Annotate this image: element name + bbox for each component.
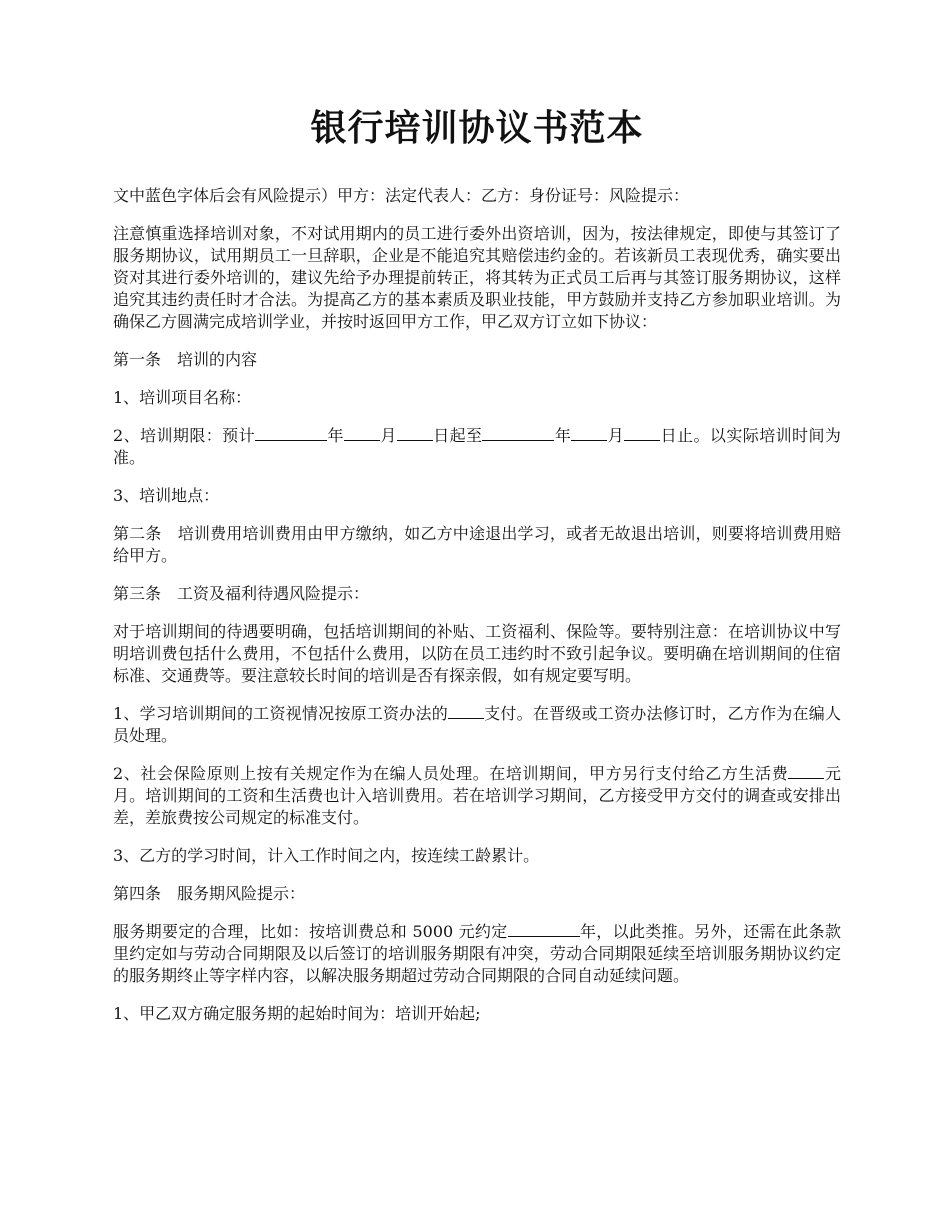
service-start-clause: 1、甲乙双方确定服务期的起始时间为：培训开始起;	[113, 1004, 481, 1024]
blank-field[interactable]	[788, 763, 824, 779]
blank-field[interactable]	[624, 425, 660, 441]
period-year-2: 年	[554, 426, 572, 446]
document-page	[113, 108, 841, 1041]
period-day-from: 日起至	[432, 426, 483, 446]
intro-line: 文中蓝色字体后会有风险提示）甲方：法定代表人：乙方：身份证号：风险提示：	[113, 186, 690, 206]
period-month-1: 月	[379, 426, 397, 446]
period-year-1: 年	[327, 426, 344, 446]
article-three-notice: 对于培训期间的待遇要明确，包括培训期间的补贴、工资福利、保险等。要特别注意：在培训协议中写明培训费包括什么费用，不包括什么费用，以防在员工违约时不致引起争议。要明确在培训期间的住宿标准、交通费等。要注意较长时间的培训是否有探亲假，如有规定要写明。	[113, 622, 841, 686]
wage-suffix: 支付。在晋级或工资办法修订时，乙方作为在编人员处理。	[113, 704, 841, 746]
article-three-heading: 第三条 工资及福利待遇风险提示：	[113, 584, 370, 604]
document-title: 银行培训协议书范本	[310, 107, 644, 149]
blank-field[interactable]	[482, 425, 554, 441]
insurance-clause	[113, 763, 841, 829]
training-project-name: 1、培训项目名称：	[113, 388, 252, 408]
article-one-heading: 第一条 培训的内容	[113, 350, 258, 370]
blank-field[interactable]	[448, 703, 484, 719]
wage-prefix: 1、学习培训期间的工资视情况按原工资办法的	[113, 704, 448, 724]
service-suffix: 年，以此类推。另外，还需在此条款里约定如与劳动合同期限及以后签订的培训服务期限有冲突，劳动合同期限延续至培训服务期协议约定的服务期终止等字样内容，以解决服务期超过劳动合同期限的合同自动延续问题。	[113, 922, 841, 986]
insurance-prefix: 2、社会保险原则上按有关规定作为在编人员处理。在培训期间，甲方另行支付给乙方生活费	[113, 764, 789, 784]
blank-field[interactable]	[397, 425, 433, 441]
study-time-clause: 3、乙方的学习时间，计入工作时间之内，按连续工龄累计。	[113, 846, 540, 866]
service-period-notice	[113, 921, 841, 987]
article-four-heading: 第四条 服务期风险提示：	[113, 884, 306, 904]
article-two: 第二条 培训费用培训费用由甲方缴纳，如乙方中途退出学习，或者无故退出培训，则要将培训费用赔给甲方。	[113, 524, 841, 566]
blank-field[interactable]	[571, 425, 607, 441]
blank-field[interactable]	[344, 425, 380, 441]
wage-clause	[113, 703, 841, 747]
period-day-to: 日止。以实际培训时间为准。	[113, 426, 841, 468]
blank-field[interactable]	[508, 921, 580, 937]
period-prefix: 2、培训期限：预计	[113, 426, 256, 446]
insurance-suffix: 元月。培训期间的工资和生活费也计入培训费用。若在培训学习期间，乙方接受甲方交付的调查或安排出差，差旅费按公司规定的标准支付。	[113, 764, 841, 828]
training-period	[113, 425, 841, 469]
risk-notice-paragraph: 注意慎重选择培训对象，不对试用期内的员工进行委外出资培训，因为，按法律规定，即使与其签订了服务期协议，试用期员工一旦辞职，企业是不能追究其赔偿违约金的。若该新员工表现优秀，确实要出资对其进行委外培训的，建议先给予办理提前转正，将其转为正式员工后再与其签订服务期协议，这样追究其违约责任时才合法。为提高乙方的基本素质及职业技能，甲方鼓励并支持乙方参加职业培训。为确保乙方圆满完成培训学业，并按时返回甲方工作，甲乙双方订立如下协议：	[113, 224, 841, 332]
period-month-2: 月	[607, 426, 625, 446]
blank-field[interactable]	[255, 425, 327, 441]
training-location: 3、培训地点：	[113, 486, 220, 506]
service-prefix: 服务期要定的合理，比如：按培训费总和 5000 元约定	[113, 922, 508, 942]
